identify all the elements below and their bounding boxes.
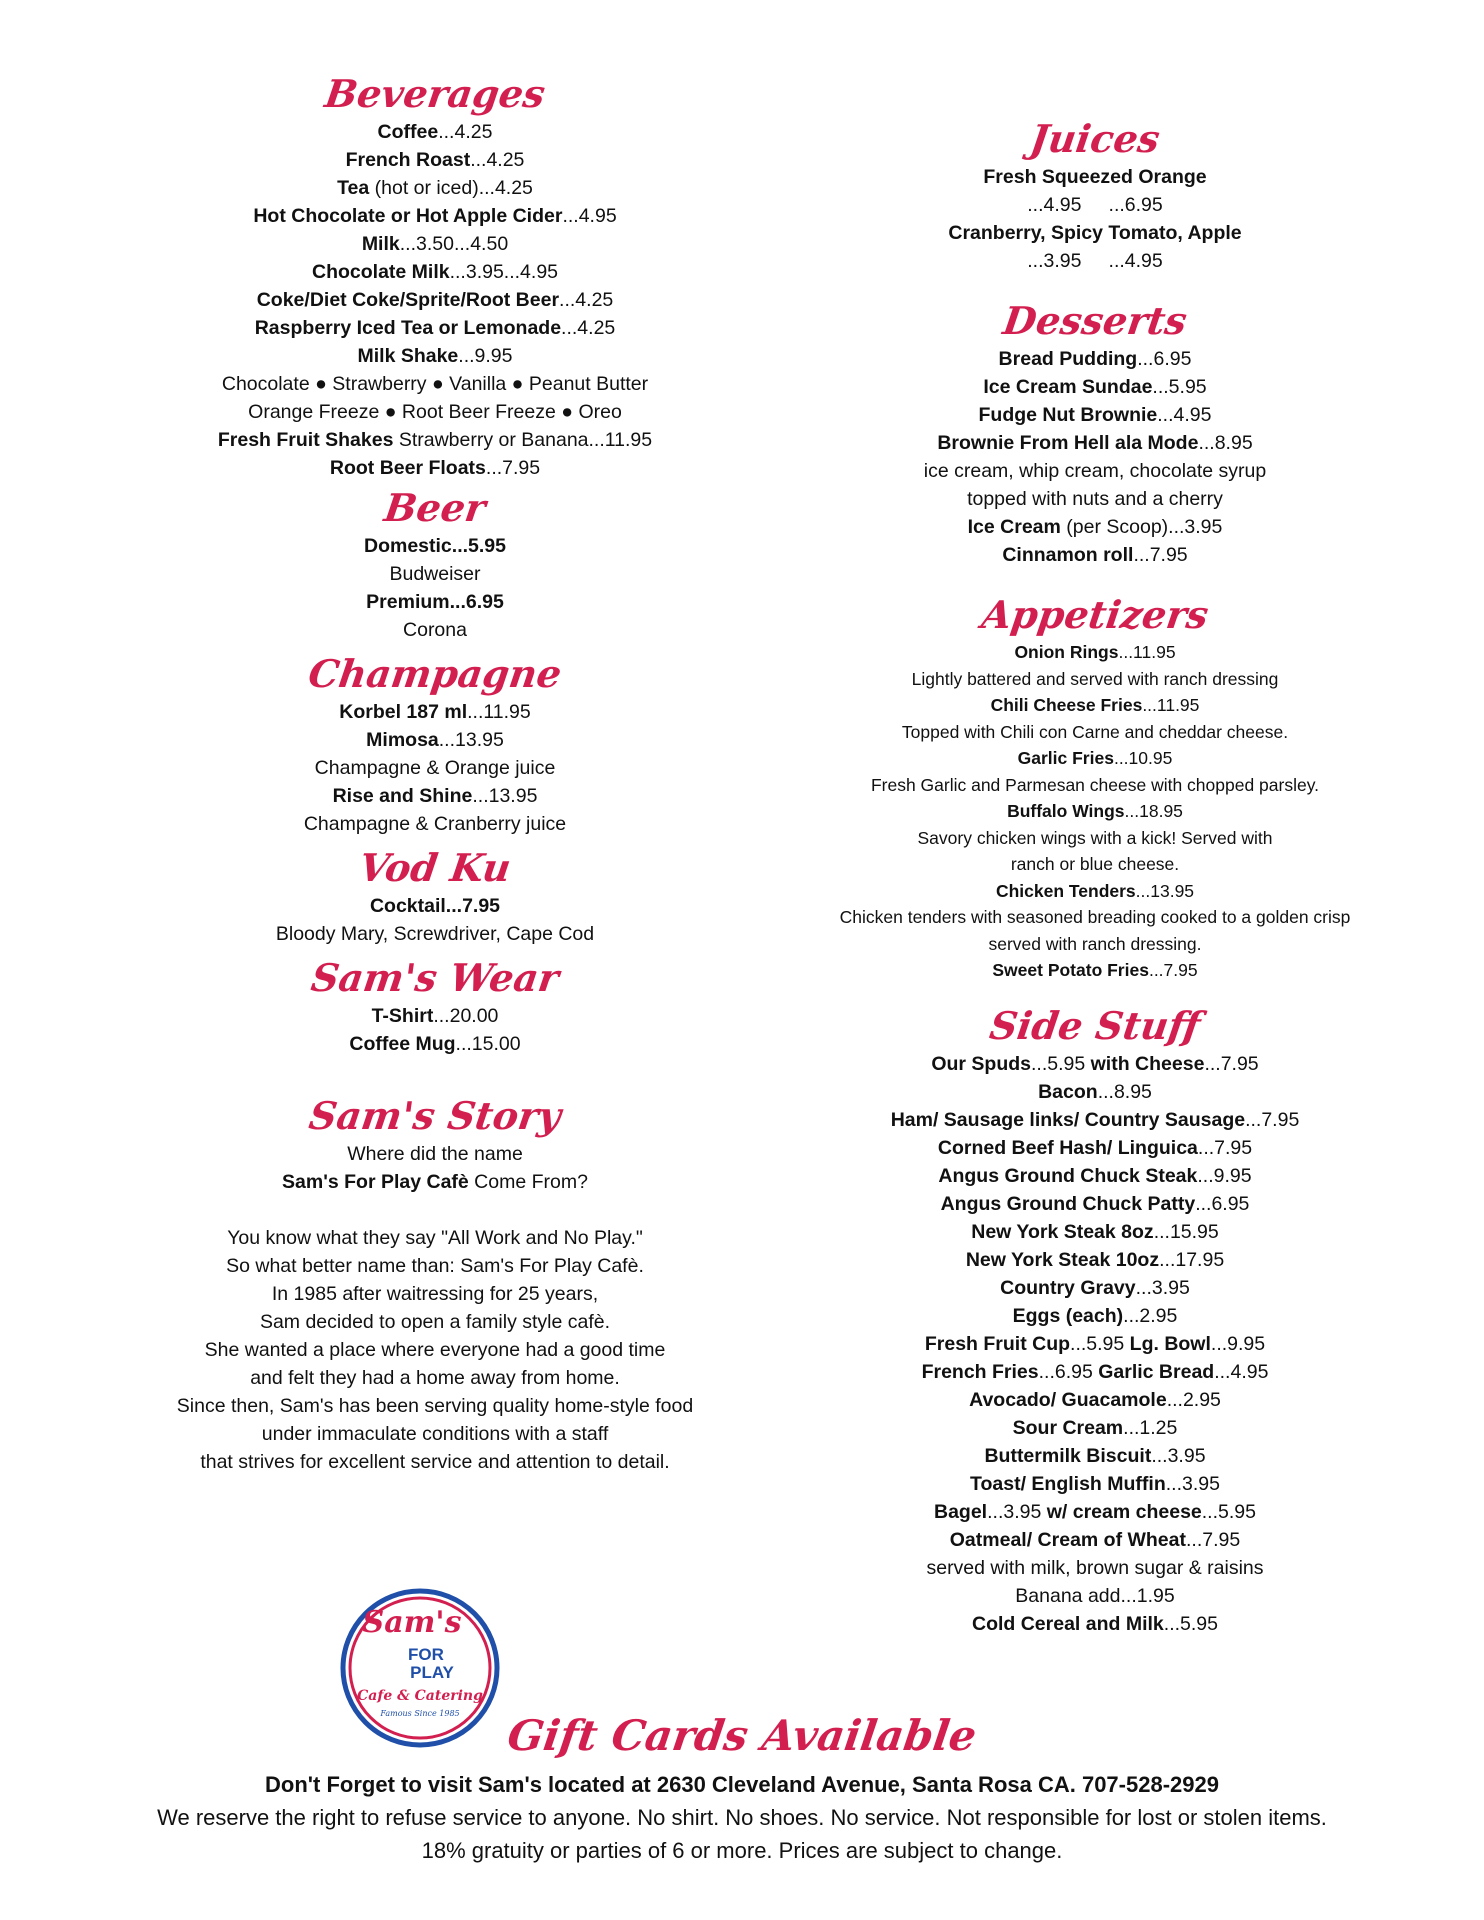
- menu-line: [800, 429, 1390, 457]
- item-text: ...8.95: [1198, 432, 1253, 454]
- menu-line: [140, 698, 730, 726]
- menu-line: [800, 1274, 1390, 1302]
- item-text: ...13.95: [472, 785, 538, 807]
- item-text: ...7.95: [1245, 1108, 1300, 1131]
- item-text: Corona: [403, 619, 467, 641]
- menu-line: [140, 1280, 730, 1308]
- menu-line: [800, 931, 1390, 958]
- item-name: T-Shirt: [371, 1005, 434, 1027]
- item-name: Milk Shake: [357, 345, 459, 367]
- menu-line: [140, 1392, 730, 1420]
- item-name: w/ cream cheese: [1046, 1500, 1202, 1523]
- beer-list: [140, 532, 730, 644]
- item-name: Chocolate Milk: [311, 261, 450, 283]
- juices-list: [800, 163, 1390, 275]
- item-text: In 1985 after waitressing for 25 years,: [271, 1283, 599, 1305]
- menu-line: [800, 191, 1390, 219]
- menu-line: [140, 370, 730, 398]
- menu-line: [800, 904, 1390, 931]
- item-name: Chili Cheese Fries: [990, 695, 1143, 715]
- item-text: ...3.95: [1151, 1444, 1206, 1467]
- item-text: ...5.95: [1031, 1052, 1091, 1075]
- item-text: Fresh Garlic and Parmesan cheese with chopped parsley.: [870, 774, 1320, 795]
- menu-line: [800, 485, 1390, 513]
- item-name: Fresh Fruit Cup: [924, 1332, 1071, 1355]
- desserts-section: [800, 297, 1390, 569]
- menu-line: [140, 532, 730, 560]
- menu-line: [140, 892, 730, 920]
- item-text: topped with nuts and a cherry: [967, 488, 1223, 510]
- menu-line: [140, 118, 730, 146]
- beverages-section: [140, 70, 730, 482]
- item-name: Garlic Bread: [1098, 1360, 1215, 1383]
- menu-line: [140, 1364, 730, 1392]
- item-name: Our Spuds: [931, 1052, 1032, 1075]
- item-text: ...7.95: [1197, 1136, 1253, 1159]
- menu-line: [140, 726, 730, 754]
- menu-line: [140, 754, 730, 782]
- item-text: ...4.25: [561, 317, 616, 339]
- logo-catering-text: Cafe & Catering: [357, 1688, 483, 1704]
- item-text: under immaculate conditions with a staff: [261, 1423, 609, 1445]
- item-name: Premium...6.95: [366, 591, 504, 613]
- menu-line: [800, 957, 1390, 984]
- item-text: (hot or iced)...4.25: [369, 177, 533, 199]
- item-name: Oatmeal/ Cream of Wheat: [949, 1528, 1186, 1551]
- item-text: served with ranch dressing.: [988, 933, 1202, 954]
- item-text: ...15.95: [1153, 1220, 1219, 1243]
- menu-line: [140, 342, 730, 370]
- menu-line: [800, 1302, 1390, 1330]
- menu-line: [800, 666, 1390, 693]
- item-name: Fudge Nut Brownie: [978, 404, 1158, 426]
- item-text: ...7.95: [1186, 1528, 1241, 1551]
- item-name: Country Gravy: [1000, 1276, 1136, 1299]
- footer: [0, 1768, 1484, 1867]
- item-text: ...5.95: [1070, 1332, 1130, 1355]
- menu-line: [800, 1498, 1390, 1526]
- item-text: Topped with Chili con Carne and cheddar cheese.: [901, 721, 1289, 742]
- vodku-heading: Vod Ku: [356, 845, 514, 890]
- item-text: ...5.95: [1163, 1612, 1218, 1635]
- menu-line: [140, 1336, 730, 1364]
- item-text: She wanted a place where everyone had a good time: [204, 1339, 666, 1361]
- item-name: Raspberry Iced Tea or Lemonade: [254, 317, 562, 339]
- item-text: and felt they had a home away from home.: [250, 1367, 620, 1389]
- menu-line: [140, 1168, 730, 1196]
- menu-line: [140, 1252, 730, 1280]
- appetizers-list: [800, 639, 1390, 984]
- item-text: ...4.25: [470, 149, 525, 171]
- item-text: ...11.95: [1118, 642, 1176, 662]
- beer-heading: Beer: [381, 485, 489, 530]
- menu-line: [800, 401, 1390, 429]
- appetizers-section: [800, 591, 1390, 984]
- item-text: Champagne & Cranberry juice: [303, 813, 567, 835]
- item-text: Since then, Sam's has been serving quality home-style food: [176, 1395, 694, 1417]
- item-name: Milk: [361, 233, 400, 255]
- menu-line: [140, 1030, 730, 1058]
- item-name: Onion Rings: [1014, 642, 1119, 662]
- gift-cards-banner: [0, 1708, 1484, 1764]
- item-text: ...11.95: [467, 701, 531, 723]
- logo-for-text: FOR: [408, 1645, 444, 1664]
- menu-line: [140, 146, 730, 174]
- item-text: ranch or blue cheese.: [1010, 854, 1180, 874]
- menu-line: [800, 1162, 1390, 1190]
- menu-line: [800, 457, 1390, 485]
- menu-line: [800, 1106, 1390, 1134]
- item-name: Bread Pudding: [998, 348, 1138, 370]
- menu-line: [800, 163, 1390, 191]
- menu-line: [800, 639, 1390, 666]
- item-name: Sour Cream: [1012, 1416, 1124, 1439]
- footer-policy: We reserve the right to refuse service to anyone. No shirt. No shoes. No service. Not responsible for lost or stolen items.: [157, 1805, 1327, 1830]
- samsstory-heading: Sam's Story: [306, 1093, 564, 1138]
- menu-line: [140, 616, 730, 644]
- menu-line: [800, 1218, 1390, 1246]
- desserts-heading: Desserts: [1000, 298, 1190, 343]
- menu-line: [800, 851, 1390, 878]
- sidestuff-section: [800, 1002, 1390, 1638]
- menu-line: [140, 314, 730, 342]
- beverages-heading: Beverages: [322, 71, 548, 116]
- item-text: ...4.95: [562, 205, 617, 227]
- beverages-list: [140, 118, 730, 482]
- item-text: Budweiser: [389, 563, 481, 585]
- menu-line: [140, 174, 730, 202]
- menu-line: [800, 1330, 1390, 1358]
- menu-line: [140, 454, 730, 482]
- champagne-list: [140, 698, 730, 838]
- item-text: ...4.95: [1214, 1360, 1269, 1383]
- item-text: Champagne & Orange juice: [314, 757, 556, 779]
- item-name: Root Beer Floats: [329, 457, 486, 479]
- menu-line: [140, 782, 730, 810]
- item-name: Tea: [337, 177, 370, 199]
- item-name: Hot Chocolate or Hot Apple Cider: [253, 205, 563, 227]
- menu-line: [800, 719, 1390, 746]
- vodku-list: [140, 892, 730, 948]
- item-text: ...6.95: [1137, 348, 1192, 370]
- menu-line: [800, 1050, 1390, 1078]
- item-text: ...17.95: [1159, 1248, 1225, 1271]
- item-name: Korbel 187 ml: [339, 701, 468, 723]
- vodku-section: [140, 844, 730, 948]
- menu-line: [800, 1190, 1390, 1218]
- item-text: ...7.95: [1133, 544, 1188, 566]
- item-text: So what better name than: Sam's For Play Cafè.: [226, 1255, 644, 1277]
- menu-line: [800, 1582, 1390, 1610]
- item-text: Bloody Mary, Screwdriver, Cape Cod: [275, 923, 595, 945]
- item-text: ...8.95: [1097, 1080, 1152, 1103]
- beer-section: [140, 484, 730, 644]
- menu-line: [800, 1358, 1390, 1386]
- item-name: Cold Cereal and Milk: [971, 1612, 1164, 1635]
- menu-line: [140, 202, 730, 230]
- item-text: that strives for excellent service and attention to detail.: [200, 1451, 670, 1473]
- item-text: ...4.95 ...6.95: [1027, 194, 1163, 216]
- menu-line: [800, 825, 1390, 852]
- menu-line: [140, 230, 730, 258]
- item-name: Lg. Bowl: [1129, 1332, 1211, 1355]
- samswear-section: [140, 954, 730, 1058]
- juices-section: [800, 115, 1390, 275]
- item-text: ...13.95: [1135, 880, 1195, 901]
- item-text: ...2.95: [1166, 1388, 1221, 1411]
- menu-line: [800, 692, 1390, 719]
- logo-sams-text: Sam's: [362, 1605, 462, 1640]
- item-text: ...3.95...4.95: [449, 261, 559, 283]
- item-text: ice cream, whip cream, chocolate syrup: [923, 460, 1267, 482]
- menu-line: [800, 1246, 1390, 1274]
- samswear-list: [140, 1002, 730, 1058]
- item-name: Buffalo Wings: [1007, 801, 1125, 821]
- item-text: ...15.00: [455, 1033, 521, 1055]
- item-text: Where did the name: [347, 1143, 523, 1165]
- item-text: ...13.95: [438, 729, 504, 751]
- menu-line: [140, 920, 730, 948]
- menu-line: [800, 1414, 1390, 1442]
- right-column: [800, 115, 1390, 1638]
- item-text: ...9.95: [1210, 1332, 1266, 1355]
- item-text: ...5.95: [1152, 376, 1207, 398]
- item-text: Lightly battered and served with ranch dressing: [911, 668, 1279, 689]
- footer-address: Don't Forget to visit Sam's located at 2630 Cleveland Avenue, Santa Rosa CA. 707-528-2929: [265, 1772, 1219, 1797]
- samswear-heading: Sam's Wear: [308, 955, 562, 1000]
- champagne-heading: Champagne: [305, 651, 565, 696]
- item-name: Cinnamon roll: [1002, 544, 1134, 566]
- item-name: Coffee: [377, 121, 439, 143]
- item-text: ...2.95: [1123, 1304, 1178, 1327]
- menu-line: [800, 1386, 1390, 1414]
- menu-line: [140, 398, 730, 426]
- item-name: Avocado/ Guacamole: [969, 1388, 1167, 1411]
- logo-play-text: PLAY: [410, 1663, 454, 1682]
- item-text: Banana add...1.95: [1015, 1584, 1175, 1607]
- menu-line: [140, 426, 730, 454]
- item-name: Fresh Fruit Shakes: [217, 429, 394, 451]
- item-text: Chocolate ● Strawberry ● Vanilla ● Peanut Butter: [221, 373, 649, 395]
- item-name: Mimosa: [366, 729, 439, 751]
- menu-line: [140, 560, 730, 588]
- item-name: Buttermilk Biscuit: [984, 1444, 1152, 1467]
- item-name: Eggs (each): [1012, 1304, 1124, 1327]
- item-name: Fresh Squeezed Orange: [983, 166, 1207, 188]
- item-text: Come From?: [468, 1171, 588, 1193]
- item-name: Sam's For Play Cafè: [282, 1171, 469, 1193]
- item-text: ...1.25: [1123, 1416, 1178, 1439]
- item-text: Orange Freeze ● Root Beer Freeze ● Oreo: [248, 401, 622, 423]
- item-name: Coke/Diet Coke/Sprite/Root Beer: [256, 289, 560, 311]
- item-text: Strawberry or Banana...11.95: [393, 429, 653, 451]
- item-name: Angus Ground Chuck Patty: [940, 1192, 1196, 1215]
- item-text: ...7.95: [485, 457, 541, 479]
- item-name: Toast/ English Muffin: [970, 1472, 1166, 1495]
- appetizers-heading: Appetizers: [978, 592, 1212, 637]
- item-name: Angus Ground Chuck Steak: [938, 1164, 1198, 1187]
- gift-cards-heading: Gift Cards Available: [504, 1711, 980, 1760]
- item-name: Ice Cream Sundae: [983, 376, 1153, 398]
- item-name: Ham/ Sausage links/ Country Sausage: [890, 1108, 1246, 1131]
- footer-gratuity: 18% gratuity or parties of 6 or more. Prices are subject to change.: [421, 1838, 1063, 1863]
- item-text: ...9.95: [1197, 1164, 1252, 1187]
- item-text: You know what they say "All Work and No Play.": [227, 1227, 643, 1249]
- item-text: ...11.95: [1142, 695, 1200, 715]
- item-text: ...9.95: [458, 345, 513, 367]
- item-text: ...7.95: [1204, 1052, 1259, 1075]
- item-name: Sweet Potato Fries: [992, 960, 1149, 980]
- item-text: ...20.00: [433, 1005, 499, 1027]
- sidestuff-list: [800, 1050, 1390, 1638]
- item-name: French Roast: [345, 149, 471, 171]
- menu-line: [800, 1526, 1390, 1554]
- item-text: Chicken tenders with seasoned breading cooked to a golden crisp: [839, 907, 1351, 927]
- menu-line: [800, 878, 1390, 905]
- item-text: ...3.95: [987, 1500, 1047, 1523]
- menu-line: [140, 810, 730, 838]
- item-text: ...3.95: [1135, 1276, 1190, 1299]
- item-text: ...4.25: [559, 289, 614, 311]
- item-text: ...3.95 ...4.95: [1027, 250, 1163, 272]
- item-name: New York Steak 8oz: [971, 1220, 1154, 1243]
- item-name: Coffee Mug: [349, 1033, 456, 1055]
- menu-line: [800, 541, 1390, 569]
- item-text: [432, 1199, 437, 1221]
- item-text: ...6.95: [1195, 1192, 1250, 1215]
- menu-line: [800, 1442, 1390, 1470]
- samsstory-section: [140, 1092, 730, 1476]
- menu-line: [800, 513, 1390, 541]
- item-text: Sam decided to open a family style cafè.: [259, 1311, 611, 1333]
- menu-line: [800, 1470, 1390, 1498]
- item-name: Corned Beef Hash/ Linguica: [937, 1136, 1198, 1159]
- menu-line: [800, 798, 1390, 825]
- menu-line: [140, 258, 730, 286]
- champagne-section: [140, 650, 730, 838]
- menu-line: [800, 247, 1390, 275]
- item-name: Garlic Fries: [1017, 748, 1114, 768]
- menu-line: [140, 1308, 730, 1336]
- menu-line: [140, 588, 730, 616]
- menu-line: [140, 1140, 730, 1168]
- item-name: Brownie From Hell ala Mode: [937, 432, 1199, 454]
- menu-line: [800, 1610, 1390, 1638]
- menu-line: [800, 373, 1390, 401]
- menu-line: [800, 1134, 1390, 1162]
- item-name: Bagel: [934, 1500, 988, 1523]
- item-text: ...18.95: [1124, 801, 1183, 821]
- menu-line: [800, 345, 1390, 373]
- item-name: Rise and Shine: [332, 785, 473, 807]
- item-name: Domestic...5.95: [364, 535, 506, 557]
- item-name: Chicken Tenders: [995, 880, 1136, 901]
- menu-line: [140, 1224, 730, 1252]
- menu-line: [800, 219, 1390, 247]
- item-text: served with milk, brown sugar & raisins: [926, 1556, 1264, 1579]
- samsstory-text: [140, 1140, 730, 1476]
- item-text: (per Scoop)...3.95: [1060, 516, 1223, 538]
- item-text: ...6.95: [1038, 1360, 1099, 1383]
- desserts-list: [800, 345, 1390, 569]
- item-text: ...4.25: [438, 121, 493, 143]
- menu-line: [800, 772, 1390, 799]
- item-text: ...3.50...4.50: [399, 233, 509, 255]
- sidestuff-heading: Side Stuff: [986, 1002, 1204, 1048]
- juices-heading: Juices: [1027, 116, 1163, 161]
- item-text: ...5.95: [1201, 1500, 1256, 1523]
- item-name: French Fries: [921, 1360, 1039, 1383]
- menu-line: [140, 1196, 730, 1224]
- item-text: Savory chicken wings with a kick! Served with: [917, 827, 1273, 848]
- menu-line: [800, 1078, 1390, 1106]
- menu-line: [800, 745, 1390, 772]
- item-name: Ice Cream: [967, 516, 1061, 538]
- menu-line: [140, 1420, 730, 1448]
- item-text: ...3.95: [1165, 1472, 1220, 1495]
- menu-line: [140, 286, 730, 314]
- menu-line: [140, 1002, 730, 1030]
- item-name: with Cheese: [1090, 1052, 1205, 1075]
- item-text: ...10.95: [1113, 748, 1173, 768]
- item-name: Cranberry, Spicy Tomato, Apple: [948, 222, 1242, 244]
- item-name: Bacon: [1038, 1080, 1098, 1103]
- menu-line: [800, 1554, 1390, 1582]
- logo-since-text: Famous Since 1985: [380, 1709, 460, 1718]
- menu-line: [140, 1448, 730, 1476]
- left-column: [140, 71, 730, 1476]
- item-name: Cocktail...7.95: [369, 895, 501, 917]
- item-text: ...7.95: [1148, 960, 1198, 980]
- item-name: New York Steak 10oz: [965, 1248, 1160, 1271]
- item-text: ...4.95: [1157, 404, 1212, 426]
